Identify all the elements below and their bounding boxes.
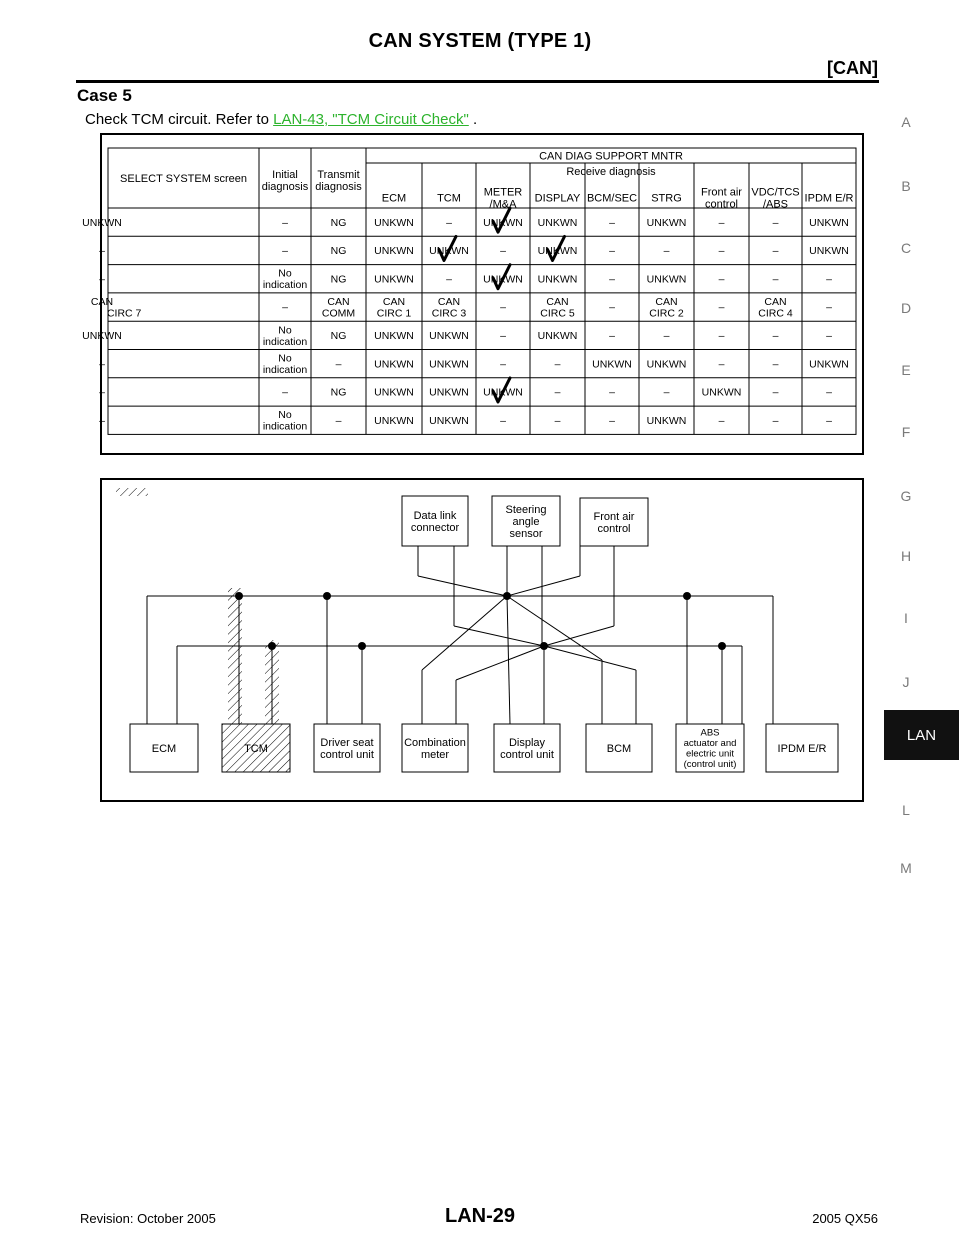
table-cell: – bbox=[772, 386, 779, 399]
tcm-circuit-check-link[interactable]: LAN-43, "TCM Circuit Check" bbox=[273, 111, 469, 128]
receive-diagnosis-header: Receive diagnosis bbox=[566, 165, 656, 178]
side-index-l[interactable]: L bbox=[902, 802, 910, 818]
column-header: BCM/SEC bbox=[586, 192, 638, 205]
table-cell: – bbox=[282, 245, 288, 258]
table-cell: UNKWN bbox=[646, 358, 687, 371]
dlc-to-h bbox=[418, 576, 507, 596]
table-cell: – bbox=[663, 245, 670, 258]
can-wiring-diagram-figure bbox=[100, 478, 864, 802]
model-year: 2005 QX56 bbox=[812, 1211, 878, 1226]
side-index-a[interactable]: A bbox=[901, 114, 911, 130]
side-index-i[interactable]: I bbox=[904, 610, 908, 626]
table-cell: – bbox=[282, 301, 288, 314]
table-cell: – bbox=[500, 245, 506, 258]
table-cell: UNKWN bbox=[809, 358, 849, 371]
table-cell: – bbox=[282, 216, 288, 229]
side-index-c[interactable]: C bbox=[900, 240, 912, 256]
table-cell: – bbox=[99, 273, 105, 286]
table-cell: – bbox=[718, 330, 725, 343]
table-cell: – bbox=[718, 216, 725, 229]
table-cell: No indication bbox=[262, 267, 308, 292]
table-cell: – bbox=[446, 216, 452, 229]
bottom-unit-label: IPDM E/R bbox=[777, 742, 827, 755]
table-cell: NG bbox=[330, 245, 347, 258]
table-cell: – bbox=[500, 414, 506, 427]
table-cell: CAN CIRC 3 bbox=[431, 295, 467, 320]
table-cell: – bbox=[500, 301, 506, 314]
table-cell: UNKWN bbox=[82, 216, 122, 229]
side-index-g[interactable]: G bbox=[900, 488, 912, 504]
table-cell: CAN CIRC 5 bbox=[540, 295, 575, 320]
dlc-to-l bbox=[454, 626, 544, 646]
table-cell: – bbox=[99, 245, 105, 258]
table-cell: No indication bbox=[262, 409, 308, 433]
side-index-d[interactable]: D bbox=[900, 300, 912, 316]
side-index-f[interactable]: F bbox=[901, 424, 911, 440]
table-cell: – bbox=[826, 273, 832, 286]
page-number: LAN-29 bbox=[444, 1205, 515, 1227]
bcm-l-diag bbox=[544, 646, 636, 670]
table-cell: NG bbox=[330, 330, 347, 343]
front-air-to-h bbox=[507, 576, 580, 596]
page-title: CAN SYSTEM (TYPE 1) bbox=[368, 30, 592, 52]
table-cell: – bbox=[282, 386, 288, 399]
bcm-h-diag bbox=[507, 596, 602, 660]
column-header: VDC/TCS /ABS bbox=[751, 186, 800, 211]
table-cell: – bbox=[772, 273, 779, 286]
table-cell: UNKWN bbox=[592, 358, 632, 371]
table-cell: – bbox=[772, 358, 779, 371]
side-index-j[interactable]: J bbox=[902, 674, 910, 690]
top-unit-label: Front air control bbox=[593, 510, 635, 535]
table-cell: UNKWN bbox=[646, 216, 687, 229]
table-cell: UNKWN bbox=[483, 386, 523, 399]
column-header: ECM bbox=[381, 192, 407, 205]
column-header: IPDM E/R bbox=[804, 192, 854, 205]
table-cell: UNKWN bbox=[374, 358, 414, 371]
side-index-h[interactable]: H bbox=[900, 548, 912, 564]
table-cell: NG bbox=[330, 386, 347, 399]
column-header: TCM bbox=[437, 192, 461, 205]
table-cell: UNKWN bbox=[429, 358, 469, 371]
side-index-e[interactable]: E bbox=[901, 362, 911, 378]
table-cell: UNKWN bbox=[537, 330, 578, 343]
table-cell: – bbox=[554, 358, 561, 371]
table-cell: – bbox=[99, 358, 105, 371]
column-header: Initial diagnosis bbox=[261, 168, 309, 193]
table-cell: – bbox=[826, 330, 832, 343]
table-cell: UNKWN bbox=[537, 216, 578, 229]
table-cell: – bbox=[446, 273, 452, 286]
tcm-can-h-hatch bbox=[228, 588, 242, 724]
table-cell: UNKWN bbox=[429, 386, 469, 399]
table-cell: UNKWN bbox=[374, 273, 414, 286]
junction-dot bbox=[268, 642, 276, 650]
table-cell: – bbox=[609, 301, 615, 314]
junction-dot bbox=[683, 592, 691, 600]
select-system-header: SELECT SYSTEM screen bbox=[120, 172, 247, 185]
table-cell: – bbox=[718, 245, 725, 258]
table-cell: – bbox=[718, 301, 725, 314]
table-cell: – bbox=[772, 245, 779, 258]
table-cell: – bbox=[99, 386, 105, 399]
table-cell: – bbox=[663, 330, 670, 343]
table-cell: – bbox=[554, 414, 561, 427]
bottom-unit-label: TCM bbox=[244, 742, 268, 755]
legend-hatch-swatch bbox=[116, 488, 148, 496]
front-air-to-l bbox=[544, 626, 614, 646]
table-cell: No indication bbox=[262, 352, 308, 377]
junction-dot bbox=[718, 642, 726, 650]
table-cell: – bbox=[500, 358, 506, 371]
instruction-prefix: Check TCM circuit. Refer to bbox=[85, 111, 274, 128]
column-header: STRG bbox=[651, 192, 682, 205]
table-cell: UNKWN bbox=[537, 245, 578, 258]
bottom-unit-label: Combination meter bbox=[404, 736, 466, 761]
can-diag-support-header: CAN DIAG SUPPORT MNTR bbox=[539, 150, 683, 163]
column-header: METER /M&A bbox=[483, 186, 523, 211]
table-cell: – bbox=[335, 414, 342, 427]
table-cell: UNKWN bbox=[646, 414, 687, 427]
table-cell: – bbox=[609, 216, 615, 229]
column-header: DISPLAY bbox=[534, 192, 581, 205]
table-cell: – bbox=[609, 245, 615, 258]
comb-h-diag bbox=[422, 596, 507, 670]
instruction-text bbox=[85, 111, 477, 128]
bottom-unit-label: ABS actuator and electric unit (control unit) bbox=[683, 727, 737, 770]
table-cell: – bbox=[718, 358, 725, 371]
table-cell: UNKWN bbox=[374, 330, 414, 343]
table-cell: – bbox=[609, 414, 615, 427]
side-index-m[interactable]: M bbox=[900, 860, 912, 876]
table-cell: UNKWN bbox=[374, 245, 414, 258]
table-cell: CAN COMM bbox=[321, 295, 356, 320]
table-cell: CAN CIRC 7 bbox=[90, 295, 142, 320]
side-index-b[interactable]: B bbox=[901, 178, 911, 194]
junction-dot bbox=[358, 642, 366, 650]
instruction-suffix: . bbox=[468, 111, 478, 128]
table-cell: – bbox=[335, 358, 342, 371]
column-header: Transmit diagnosis bbox=[315, 168, 362, 193]
table-cell: – bbox=[718, 414, 725, 427]
table-cell: – bbox=[500, 330, 506, 343]
bottom-unit-label: Display control unit bbox=[500, 736, 554, 761]
table-cell: No indication bbox=[262, 324, 308, 348]
table-cell: UNKWN bbox=[646, 273, 687, 286]
table-cell: UNKWN bbox=[374, 386, 414, 399]
table-cell: – bbox=[772, 330, 779, 343]
top-unit-label: Steering angle sensor bbox=[505, 503, 547, 540]
section-tag: [CAN] bbox=[827, 58, 878, 78]
table-border bbox=[108, 148, 856, 434]
junction-dot bbox=[323, 592, 331, 600]
table-cell: UNKWN bbox=[537, 273, 578, 286]
table-cell: CAN CIRC 2 bbox=[649, 295, 684, 320]
table-cell: – bbox=[609, 330, 615, 343]
table-cell: UNKWN bbox=[374, 414, 414, 427]
bottom-unit-label: Driver seat control unit bbox=[320, 736, 374, 761]
table-cell: – bbox=[99, 414, 105, 427]
table-cell: – bbox=[826, 414, 832, 427]
column-header: Front air control bbox=[701, 186, 742, 211]
can-diag-table-figure bbox=[82, 133, 864, 455]
revision-date: Revision: October 2005 bbox=[80, 1211, 216, 1226]
table-cell: – bbox=[826, 386, 832, 399]
table-cell: UNKWN bbox=[429, 330, 469, 343]
active-section-tab[interactable]: LAN bbox=[884, 710, 959, 760]
table-grid bbox=[108, 148, 856, 434]
bottom-unit-label: BCM bbox=[606, 742, 632, 755]
title-rule bbox=[76, 80, 879, 83]
can-diag-table bbox=[82, 135, 862, 453]
top-unit-label: Data link connector bbox=[410, 509, 460, 534]
table-cell: UNKWN bbox=[483, 216, 523, 229]
table-cell: – bbox=[554, 386, 561, 399]
table-cell: UNKWN bbox=[82, 330, 122, 343]
table-cell: UNKWN bbox=[429, 414, 469, 427]
table-cell: UNKWN bbox=[809, 216, 849, 229]
table-cell: – bbox=[826, 301, 832, 314]
table-cell: – bbox=[609, 386, 615, 399]
table-cell: CAN CIRC 1 bbox=[376, 295, 412, 320]
table-cell: CAN CIRC 4 bbox=[758, 295, 793, 320]
table-cell: UNKWN bbox=[701, 386, 742, 399]
can-wiring-diagram bbox=[102, 480, 862, 800]
table-cell: UNKWN bbox=[429, 245, 469, 258]
bottom-unit-label: ECM bbox=[151, 742, 177, 755]
table-cell: – bbox=[772, 414, 779, 427]
junction-dot bbox=[235, 592, 243, 600]
table-cell: UNKWN bbox=[374, 216, 414, 229]
table-cell: UNKWN bbox=[483, 273, 523, 286]
table-cell: NG bbox=[330, 216, 347, 229]
comb-l-diag bbox=[456, 646, 544, 680]
table-cell: NG bbox=[330, 273, 347, 286]
table-cell: UNKWN bbox=[809, 245, 849, 258]
table-cell: – bbox=[609, 273, 615, 286]
table-cell: – bbox=[663, 386, 670, 399]
table-cell: – bbox=[718, 273, 725, 286]
table-cell: – bbox=[772, 216, 779, 229]
case-heading: Case 5 bbox=[77, 86, 132, 105]
